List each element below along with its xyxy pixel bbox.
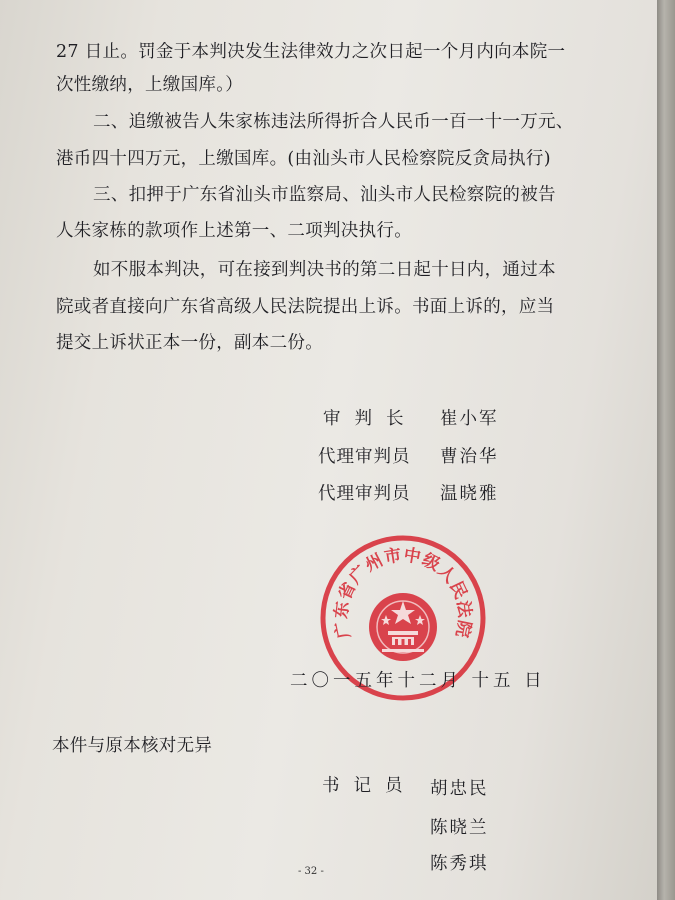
clerk-title: 书记员 — [322, 776, 417, 796]
judge-title: 代理审判员 — [318, 484, 411, 504]
judge-row-2 — [318, 443, 411, 468]
body-line-7: 如不服本判决，可在接到判决书的第二日起十日内，通过本 — [93, 260, 556, 280]
body-line-6: 人朱家栋的款项作上述第一、二项判决执行。 — [56, 221, 412, 241]
page-number: - 32 - — [298, 866, 324, 877]
body-line-3: 二、追缴被告人朱家栋违法所得折合人民币一百一十一万元、 — [93, 112, 574, 132]
seal-text: 广东省广州市中级人民法院 — [331, 545, 475, 641]
judge-title: 审判长 — [323, 409, 418, 429]
judge-name-2: 曹治华 — [440, 447, 499, 467]
judge-name-3: 温晓雅 — [440, 484, 499, 504]
judge-row-1 — [323, 405, 418, 430]
page-edge — [657, 0, 675, 900]
body-line-1: 27 日止。罚金于本判决发生法律效力之次日起一个月内向本院一 — [56, 42, 566, 62]
body-line-4: 港币四十四万元，上缴国库。(由汕头市人民检察院反贪局执行) — [56, 149, 551, 169]
judgment-date: 二〇一五年十二月 十五 日 — [290, 671, 546, 691]
verify-note: 本件与原本核对无异 — [52, 736, 213, 756]
judge-title: 代理审判员 — [318, 447, 411, 467]
body-line-5: 三、扣押于广东省汕头市监察局、汕头市人民检察院的被告 — [93, 185, 556, 205]
judge-name-1: 崔小军 — [440, 409, 499, 429]
clerk-name-1: 胡忠民 — [430, 779, 489, 799]
clerk-name-2: 陈晓兰 — [430, 818, 489, 838]
clerk-name-3: 陈秀琪 — [430, 854, 489, 874]
body-line-9: 提交上诉状正本一份，副本二份。 — [56, 333, 323, 353]
judge-row-3 — [318, 480, 411, 505]
body-line-8: 院或者直接向广东省高级人民法院提出上诉。书面上诉的，应当 — [56, 297, 555, 317]
body-line-2: 次性缴纳，上缴国库。） — [56, 75, 244, 95]
